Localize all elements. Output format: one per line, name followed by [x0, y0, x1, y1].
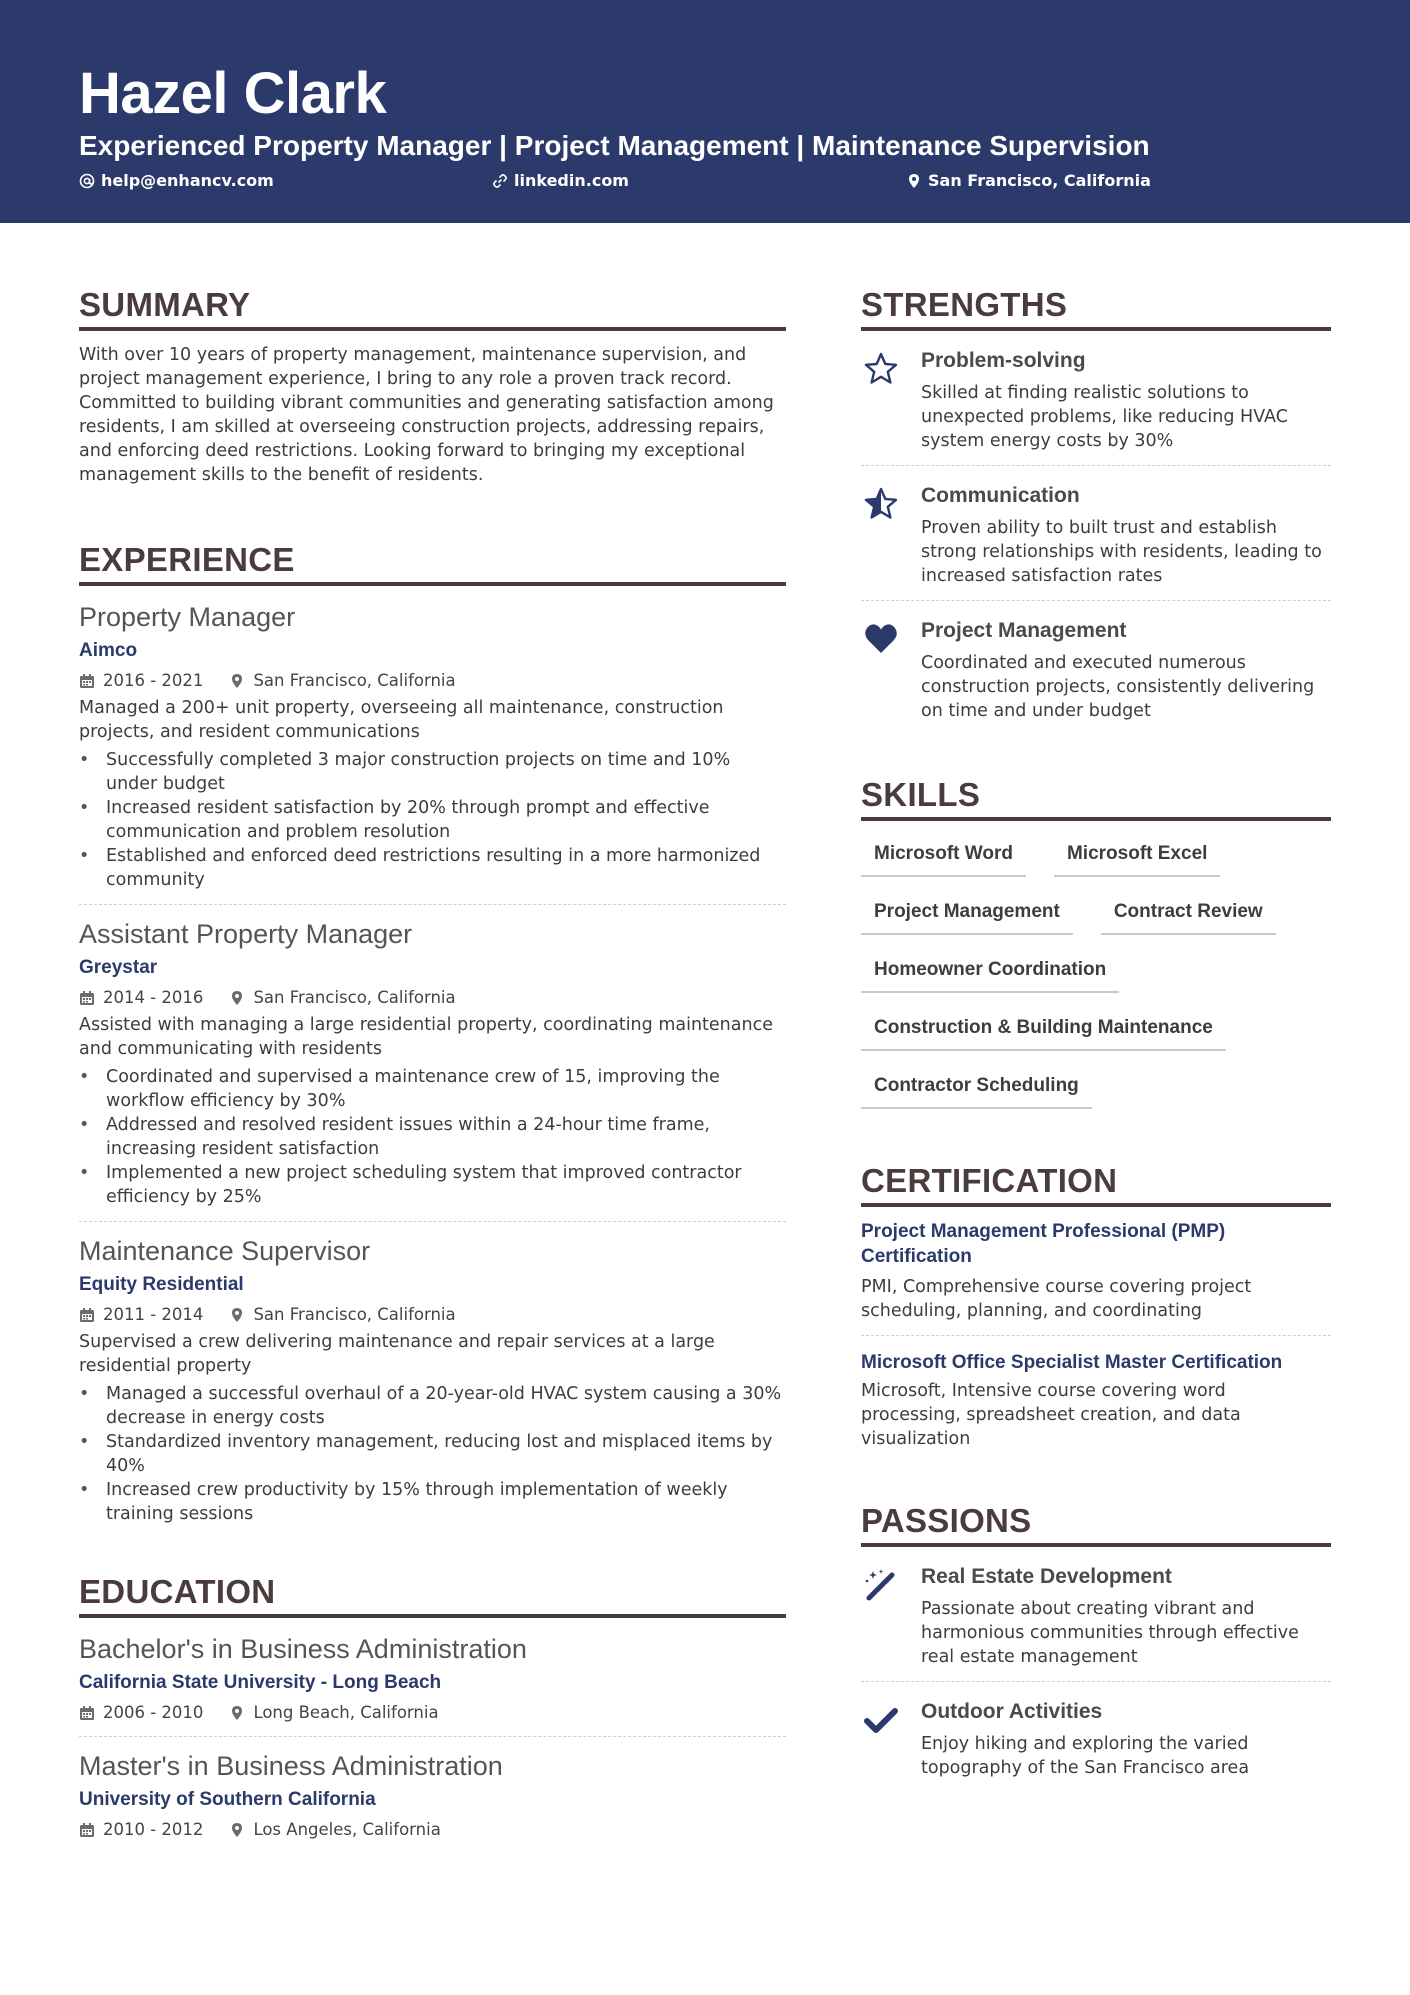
strength-title: Communication [921, 484, 1080, 507]
job-bullet: • Addressed and resolved resident issues within a 24-hour time frame, increasing resident satisfaction [79, 1113, 786, 1161]
divider [861, 1681, 1331, 1682]
job-description: Assisted with managing a large residential property, coordinating maintenance and communicating with residents [79, 1015, 773, 1059]
certification-item [861, 1350, 1331, 1451]
skills-list [861, 835, 1331, 877]
education-item [79, 1749, 786, 1841]
certification-heading: CERTIFICATION [861, 1161, 1331, 1207]
summary-text: With over 10 years of property management, maintenance supervision, and project management experience, I bring to any role a proven track record. Committed to building vibrant communities and generating satisfaction among residents, I am skilled at overseeing construction projects, addressing repairs, and enforcing deed restrictions. Looking forward to bringing my exceptional management skills to the benefit of residents. [79, 345, 774, 485]
skill-tag: Microsoft Word [861, 835, 1026, 877]
certification-title: Microsoft Office Specialist Master Certification [861, 1352, 1283, 1373]
divider [79, 1221, 786, 1222]
strengths-heading: STRENGTHS [861, 285, 1331, 331]
calendar-icon [79, 1307, 95, 1323]
linkedin-text: linkedin.com [514, 171, 629, 190]
passion-text: Passionate about creating vibrant and harmonious communities through effective real estate management [921, 1599, 1299, 1667]
job-dates: 2014 - 2016 [103, 988, 204, 1007]
calendar-icon [79, 673, 95, 689]
candidate-name: Hazel Clark [79, 61, 387, 126]
experience-heading: EXPERIENCE [79, 540, 786, 586]
job-meta [79, 1304, 786, 1326]
job-bullets [79, 1382, 786, 1526]
skills-list [861, 893, 1331, 935]
calendar-icon [79, 990, 95, 1006]
education-meta [79, 1702, 786, 1724]
degree: Master's in Business Administration [79, 1751, 503, 1781]
right-column [861, 285, 1331, 1780]
job-bullet: • Managed a successful overhaul of a 20-year-old HVAC system causing a 30% decrease in energy costs [79, 1382, 786, 1430]
certification-item [861, 1219, 1331, 1323]
divider [79, 1736, 786, 1737]
education-dates: 2006 - 2010 [103, 1703, 204, 1722]
calendar-icon [79, 1822, 95, 1838]
job-description: Managed a 200+ unit property, overseeing all maintenance, construction projects, and resident communications [79, 698, 724, 742]
location-pin-icon [229, 1822, 245, 1838]
passion-title: Outdoor Activities [921, 1700, 1103, 1723]
contact-email[interactable] [79, 171, 274, 190]
job-bullet: • Increased resident satisfaction by 20% through prompt and effective communication and problem resolution [79, 796, 786, 844]
strength-item [861, 347, 1331, 453]
job-bullets [79, 748, 786, 892]
heart-icon [863, 621, 899, 657]
job-location: San Francisco, California [253, 671, 456, 690]
job-bullets [79, 1065, 786, 1209]
certification-text: Microsoft, Intensive course covering word processing, spreadsheet creation, and data visualization [861, 1381, 1241, 1449]
passions-heading: PASSIONS [861, 1501, 1331, 1547]
skill-tag: Homeowner Coordination [861, 951, 1119, 993]
email-text: help@enhancv.com [101, 171, 274, 190]
at-icon [79, 173, 95, 189]
job-location: San Francisco, California [253, 988, 456, 1007]
skills-heading: SKILLS [861, 775, 1331, 821]
checkmark-icon [863, 1702, 899, 1738]
location-pin-icon [229, 1307, 245, 1323]
education-meta [79, 1819, 786, 1841]
skills-list [861, 1009, 1331, 1051]
education-item [79, 1632, 786, 1724]
skill-tag: Microsoft Excel [1054, 835, 1220, 877]
job-meta [79, 987, 786, 1009]
summary-heading: SUMMARY [79, 285, 786, 331]
experience-item [79, 917, 786, 1209]
divider [861, 600, 1331, 601]
location-pin-icon [906, 173, 922, 189]
star-outline-icon [863, 351, 899, 387]
job-bullet: • Standardized inventory management, reducing lost and misplaced items by 40% [79, 1430, 786, 1478]
candidate-title: Experienced Property Manager | Project Management | Maintenance Supervision [79, 130, 1150, 161]
education-location: Long Beach, California [253, 1703, 439, 1722]
school: California State University - Long Beach [79, 1672, 442, 1693]
calendar-icon [79, 1705, 95, 1721]
passion-item [861, 1698, 1331, 1780]
passion-title: Real Estate Development [921, 1565, 1172, 1588]
divider [79, 904, 786, 905]
location-pin-icon [229, 673, 245, 689]
job-role: Maintenance Supervisor [79, 1236, 371, 1266]
skill-tag: Construction & Building Maintenance [861, 1009, 1226, 1051]
skill-tag: Project Management [861, 893, 1073, 935]
contact-linkedin[interactable] [492, 171, 629, 190]
location-pin-icon [229, 1705, 245, 1721]
location-pin-icon [229, 990, 245, 1006]
certification-text: PMI, Comprehensive course covering project scheduling, planning, and coordinating [861, 1277, 1252, 1321]
location-text: San Francisco, California [928, 171, 1151, 190]
left-column [79, 285, 786, 1841]
job-bullet: • Successfully completed 3 major construction projects on time and 10% under budget [79, 748, 786, 796]
star-half-icon [863, 486, 899, 522]
certification-title: Project Management Professional (PMP) Certification [861, 1221, 1226, 1267]
job-company: Aimco [79, 640, 138, 661]
skills-list [861, 951, 1331, 993]
strength-item [861, 617, 1331, 723]
passion-text: Enjoy hiking and exploring the varied topography of the San Francisco area [921, 1734, 1250, 1778]
divider [861, 465, 1331, 466]
job-role: Property Manager [79, 602, 296, 632]
skill-tag: Contract Review [1101, 893, 1276, 935]
strength-title: Problem-solving [921, 349, 1086, 372]
resume-header [0, 0, 1410, 223]
school: University of Southern California [79, 1789, 376, 1810]
strength-text: Skilled at finding realistic solutions to unexpected problems, like reducing HVAC system energy costs by 30% [921, 383, 1288, 451]
job-bullet: • Implemented a new project scheduling system that improved contractor efficiency by 25% [79, 1161, 786, 1209]
job-company: Greystar [79, 957, 158, 978]
job-location: San Francisco, California [253, 1305, 456, 1324]
strength-text: Proven ability to built trust and establish strong relationships with residents, leading to increased satisfaction rates [921, 518, 1322, 586]
contact-location [906, 171, 1151, 190]
skill-tag: Contractor Scheduling [861, 1067, 1092, 1109]
skills-list [861, 1067, 1331, 1109]
link-icon [492, 173, 508, 189]
magic-wand-icon [863, 1567, 899, 1603]
education-heading: EDUCATION [79, 1572, 786, 1618]
strength-text: Coordinated and executed numerous construction projects, consistently delivering on time and under budget [921, 653, 1315, 721]
job-bullet: • Increased crew productivity by 15% through implementation of weekly training sessions [79, 1478, 786, 1526]
job-role: Assistant Property Manager [79, 919, 413, 949]
job-bullet: • Coordinated and supervised a maintenance crew of 15, improving the workflow efficiency by 30% [79, 1065, 786, 1113]
education-dates: 2010 - 2012 [103, 1820, 204, 1839]
experience-item [79, 1234, 786, 1526]
job-dates: 2016 - 2021 [103, 671, 204, 690]
job-company: Equity Residential [79, 1274, 244, 1295]
passion-item [861, 1563, 1331, 1669]
job-dates: 2011 - 2014 [103, 1305, 204, 1324]
strength-item [861, 482, 1331, 588]
experience-item [79, 600, 786, 892]
job-bullet: • Established and enforced deed restrictions resulting in a more harmonized community [79, 844, 786, 892]
divider [861, 1335, 1331, 1336]
degree: Bachelor's in Business Administration [79, 1634, 527, 1664]
education-location: Los Angeles, California [253, 1820, 441, 1839]
job-meta [79, 670, 786, 692]
strength-title: Project Management [921, 619, 1127, 642]
job-description: Supervised a crew delivering maintenance and repair services at a large residential property [79, 1332, 715, 1376]
